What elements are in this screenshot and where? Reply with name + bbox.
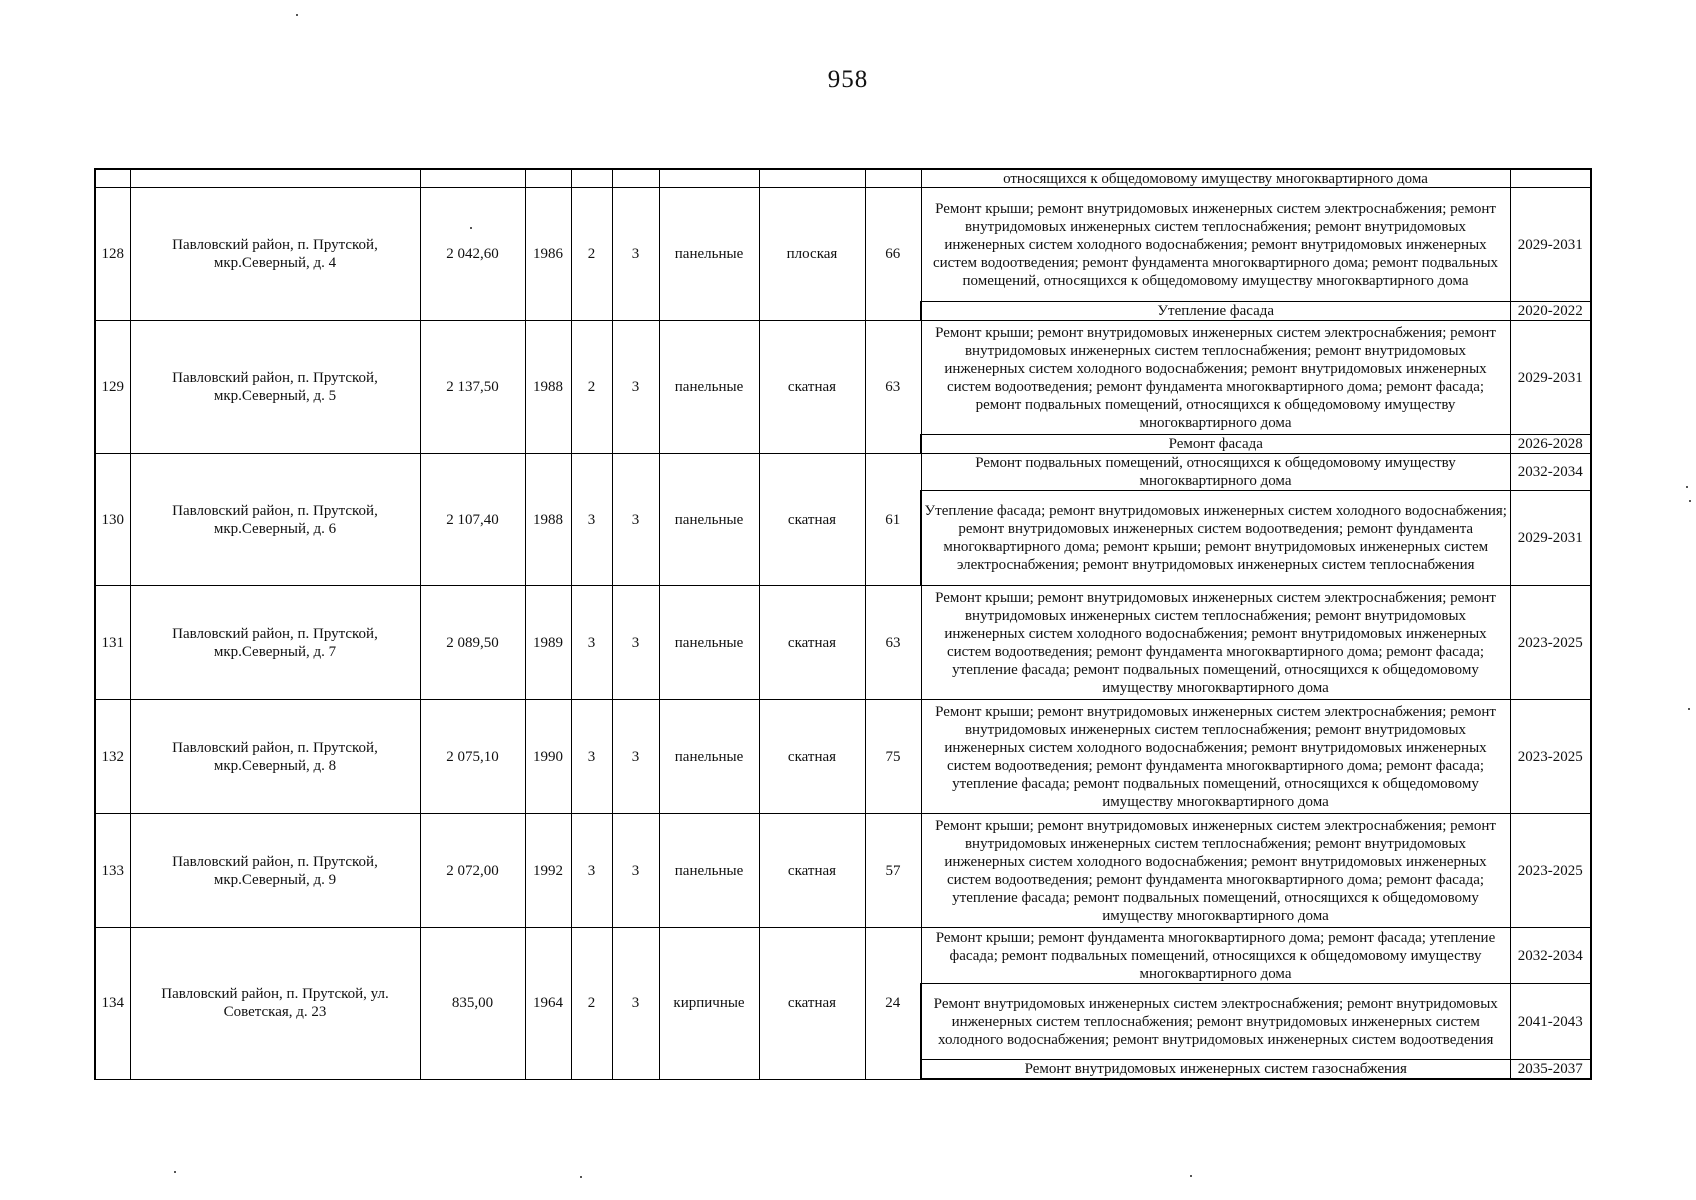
cell-period: 2020-2022 xyxy=(1510,302,1591,321)
cell-roof: плоская xyxy=(759,188,865,321)
cell-floors: 2 xyxy=(571,321,612,454)
cell-works: относящихся к общедомовому имуществу многоквартирного дома xyxy=(921,169,1510,188)
scan-speck xyxy=(580,1176,582,1178)
cell-works: Ремонт внутридомовых инженерных систем электроснабжения; ремонт внутридомовых инженерных систем теплоснабжения; ремонт внутридомовых инженерных систем холодного водоснабжения; ремонт внутридомовых инженерных систем водоотведения xyxy=(921,984,1510,1060)
cell-works: Утепление фасада; ремонт внутридомовых инженерных систем холодного водоснабжения; ремонт внутридомовых инженерных систем водоотведения; ремонт фундамента многоквартирного дома; ремонт крыши; ремонт внутридомовых инженерных систем электроснабжения; ремонт внутридомовых инженерных систем теплоснабжения xyxy=(921,491,1510,586)
cell-area: 2 072,00 xyxy=(420,814,525,928)
cell-residents: 57 xyxy=(865,814,921,928)
cell-entrances: 3 xyxy=(612,700,659,814)
cell-walls: панельные xyxy=(659,188,759,321)
cell-period: 2029-2031 xyxy=(1510,321,1591,435)
cell-address: Павловский район, п. Прутской, мкр.Северный, д. 7 xyxy=(130,586,420,700)
cell-area xyxy=(420,169,525,188)
cell-period: 2029-2031 xyxy=(1510,491,1591,586)
cell-works: Ремонт крыши; ремонт фундамента многоквартирного дома; ремонт фасада; утепление фасада; ремонт подвальных помещений, относящихся к общедомовому имуществу многоквартирного дома xyxy=(921,928,1510,984)
cell-floors: 3 xyxy=(571,814,612,928)
cell-period: 2023-2025 xyxy=(1510,814,1591,928)
cell-floors: 3 xyxy=(571,586,612,700)
cell-area: 2 089,50 xyxy=(420,586,525,700)
cell-residents: 75 xyxy=(865,700,921,814)
cell-area: 2 137,50 xyxy=(420,321,525,454)
cell-num: 133 xyxy=(95,814,130,928)
cell-roof: скатная xyxy=(759,928,865,1080)
cell-works: Ремонт крыши; ремонт внутридомовых инженерных систем электроснабжения; ремонт внутридомовых инженерных систем теплоснабжения; ремонт внутридомовых инженерных систем холодного водоснабжения; ремонт внутридомовых инженерных систем водоотведения; ремонт фундамента многоквартирного дома; ремонт подвальных помещений, относящихся к общедомовому имуществу многоквартирного дома xyxy=(921,188,1510,302)
cell-year: 1988 xyxy=(525,321,571,454)
cell-floors: 2 xyxy=(571,188,612,321)
cell-period: 2023-2025 xyxy=(1510,586,1591,700)
cell-roof: скатная xyxy=(759,814,865,928)
table-row xyxy=(95,321,1591,435)
cell-residents: 61 xyxy=(865,454,921,586)
scan-speck xyxy=(296,14,298,16)
table-row xyxy=(95,700,1591,814)
cell-period xyxy=(1510,169,1591,188)
cell-num: 132 xyxy=(95,700,130,814)
cell-num: 134 xyxy=(95,928,130,1080)
cell-num: 130 xyxy=(95,454,130,586)
cell-roof: скатная xyxy=(759,586,865,700)
cell-walls: панельные xyxy=(659,814,759,928)
cell-roof: скатная xyxy=(759,700,865,814)
cell-period: 2041-2043 xyxy=(1510,984,1591,1060)
cell-walls xyxy=(659,169,759,188)
cell-year: 1964 xyxy=(525,928,571,1080)
cell-works: Утепление фасада xyxy=(921,302,1510,321)
cell-entrances: 3 xyxy=(612,586,659,700)
cell-area: 2 075,10 xyxy=(420,700,525,814)
cell-works: Ремонт крыши; ремонт внутридомовых инженерных систем электроснабжения; ремонт внутридомовых инженерных систем теплоснабжения; ремонт внутридомовых инженерных систем холодного водоснабжения; ремонт внутридомовых инженерных систем водоотведения; ремонт фундамента многоквартирного дома; ремонт фасада; утепление фасада; ремонт подвальных помещений, относящихся к общедомовому имуществу многоквартирного дома xyxy=(921,814,1510,928)
cell-floors: 3 xyxy=(571,454,612,586)
cell-works: Ремонт фасада xyxy=(921,435,1510,454)
cell-residents xyxy=(865,169,921,188)
cell-num: 128 xyxy=(95,188,130,321)
table-row xyxy=(95,814,1591,928)
cell-residents: 24 xyxy=(865,928,921,1080)
cell-period: 2032-2034 xyxy=(1510,928,1591,984)
housing-registry-table xyxy=(94,168,1592,1080)
cell-entrances: 3 xyxy=(612,814,659,928)
table-row xyxy=(95,454,1591,491)
cell-entrances: 3 xyxy=(612,321,659,454)
cell-walls: панельные xyxy=(659,586,759,700)
cell-entrances: 3 xyxy=(612,188,659,321)
cell-floors: 3 xyxy=(571,700,612,814)
cell-works: Ремонт подвальных помещений, относящихся к общедомовому имуществу многоквартирного дома xyxy=(921,454,1510,491)
continuation-row xyxy=(95,169,1591,188)
cell-address: Павловский район, п. Прутской, мкр.Северный, д. 5 xyxy=(130,321,420,454)
cell-area: 835,00 xyxy=(420,928,525,1080)
cell-roof: скатная xyxy=(759,321,865,454)
cell-address xyxy=(130,169,420,188)
table-row xyxy=(95,586,1591,700)
cell-address: Павловский район, п. Прутской, мкр.Северный, д. 4 xyxy=(130,188,420,321)
cell-entrances: 3 xyxy=(612,454,659,586)
cell-entrances: 3 xyxy=(612,928,659,1080)
cell-floors: 2 xyxy=(571,928,612,1080)
scan-speck xyxy=(1689,500,1691,502)
cell-address: Павловский район, п. Прутской, мкр.Северный, д. 6 xyxy=(130,454,420,586)
cell-works: Ремонт крыши; ремонт внутридомовых инженерных систем электроснабжения; ремонт внутридомовых инженерных систем теплоснабжения; ремонт внутридомовых инженерных систем холодного водоснабжения; ремонт внутридомовых инженерных систем водоотведения; ремонт фундамента многоквартирного дома; ремонт фасада; утепление фасада; ремонт подвальных помещений, относящихся к общедомовому имуществу многоквартирного дома xyxy=(921,700,1510,814)
page-number: 958 xyxy=(827,66,869,93)
cell-address: Павловский район, п. Прутской, мкр.Северный, д. 8 xyxy=(130,700,420,814)
cell-roof: скатная xyxy=(759,454,865,586)
cell-period: 2035-2037 xyxy=(1510,1060,1591,1080)
cell-entrances xyxy=(612,169,659,188)
scan-speck xyxy=(470,227,472,229)
cell-residents: 63 xyxy=(865,586,921,700)
table-body xyxy=(95,169,1591,1079)
cell-area: 2 107,40 xyxy=(420,454,525,586)
cell-residents: 66 xyxy=(865,188,921,321)
cell-walls: панельные xyxy=(659,321,759,454)
cell-roof xyxy=(759,169,865,188)
cell-num xyxy=(95,169,130,188)
cell-residents: 63 xyxy=(865,321,921,454)
cell-period: 2029-2031 xyxy=(1510,188,1591,302)
cell-walls: панельные xyxy=(659,700,759,814)
cell-year: 1990 xyxy=(525,700,571,814)
table-row xyxy=(95,188,1591,302)
cell-num: 129 xyxy=(95,321,130,454)
cell-period: 2023-2025 xyxy=(1510,700,1591,814)
scan-speck xyxy=(1688,708,1690,710)
cell-works: Ремонт крыши; ремонт внутридомовых инженерных систем электроснабжения; ремонт внутридомовых инженерных систем теплоснабжения; ремонт внутридомовых инженерных систем холодного водоснабжения; ремонт внутридомовых инженерных систем водоотведения; ремонт фундамента многоквартирного дома; ремонт фасада; утепление фасада; ремонт подвальных помещений, относящихся к общедомовому имуществу многоквартирного дома xyxy=(921,586,1510,700)
scan-speck xyxy=(1686,486,1688,488)
scan-speck xyxy=(174,1171,176,1173)
cell-num: 131 xyxy=(95,586,130,700)
cell-walls: кирпичные xyxy=(659,928,759,1080)
cell-period: 2026-2028 xyxy=(1510,435,1591,454)
cell-year xyxy=(525,169,571,188)
cell-walls: панельные xyxy=(659,454,759,586)
cell-works: Ремонт внутридомовых инженерных систем газоснабжения xyxy=(921,1060,1510,1080)
cell-works: Ремонт крыши; ремонт внутридомовых инженерных систем электроснабжения; ремонт внутридомовых инженерных систем теплоснабжения; ремонт внутридомовых инженерных систем холодного водоснабжения; ремонт внутридомовых инженерных систем водоотведения; ремонт фундамента многоквартирного дома; ремонт фасада; ремонт подвальных помещений, относящихся к общедомовому имуществу многоквартирного дома xyxy=(921,321,1510,435)
cell-floors xyxy=(571,169,612,188)
table-row xyxy=(95,928,1591,984)
cell-period: 2032-2034 xyxy=(1510,454,1591,491)
cell-address: Павловский район, п. Прутской, мкр.Северный, д. 9 xyxy=(130,814,420,928)
scan-speck xyxy=(1190,1175,1192,1177)
cell-year: 1988 xyxy=(525,454,571,586)
cell-year: 1992 xyxy=(525,814,571,928)
cell-area: 2 042,60 xyxy=(420,188,525,321)
cell-address: Павловский район, п. Прутской, ул. Советская, д. 23 xyxy=(130,928,420,1080)
cell-year: 1989 xyxy=(525,586,571,700)
cell-year: 1986 xyxy=(525,188,571,321)
